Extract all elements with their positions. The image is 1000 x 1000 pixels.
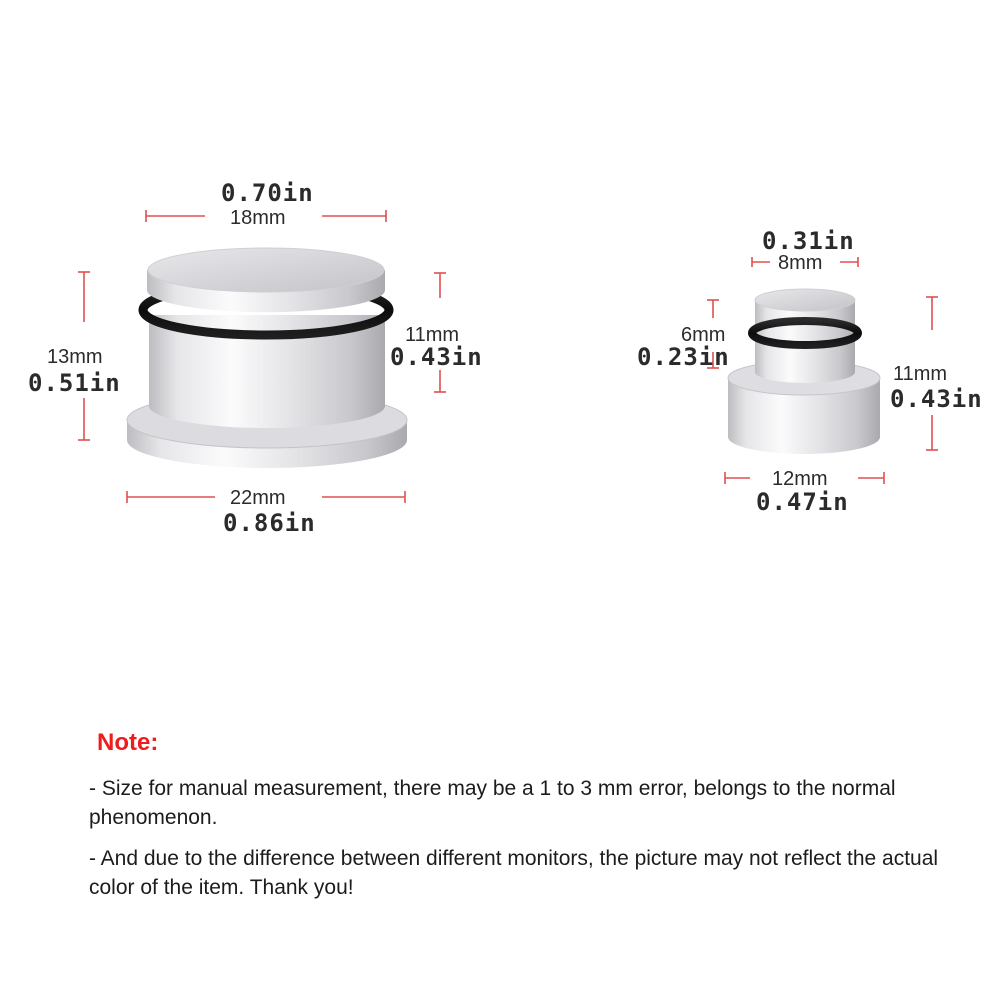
large-total-height-mm: 13mm	[47, 346, 103, 368]
small-top-diameter-mm: 8mm	[778, 252, 823, 274]
large-top-diameter-in: 0.70in	[221, 179, 314, 207]
small-total-height-in: 0.43in	[890, 385, 983, 413]
large-top-diameter-mm: 18mm	[230, 207, 286, 229]
small-plug-top	[755, 289, 855, 311]
note-line-1: - Size for manual measurement, there may be a 1 to 3 mm error, belongs to the normal phenomenon.	[89, 777, 896, 829]
note-title: Note:	[97, 729, 159, 756]
small-plug	[728, 289, 880, 454]
large-plug-top	[148, 248, 384, 292]
small-base-diameter-in: 0.47in	[756, 488, 849, 516]
small-top-diameter-in: 0.31in	[762, 227, 855, 255]
large-base-diameter-mm: 22mm	[230, 487, 286, 509]
note-line-2: - And due to the difference between different monitors, the picture may not reflect the actual color of the item. Thank you!	[89, 847, 939, 899]
large-plug	[127, 248, 407, 468]
small-top-height-mm: 6mm	[681, 324, 726, 346]
small-top-height-in: 0.23in	[637, 343, 730, 371]
large-body-height-mm: 11mm	[405, 324, 460, 346]
small-total-height-mm: 11mm	[893, 363, 948, 385]
large-total-height-in: 0.51in	[28, 369, 121, 397]
large-base-diameter-in: 0.86in	[223, 509, 316, 537]
small-base-diameter-mm: 12mm	[772, 468, 828, 490]
large-body-height-in: 0.43in	[390, 343, 483, 371]
